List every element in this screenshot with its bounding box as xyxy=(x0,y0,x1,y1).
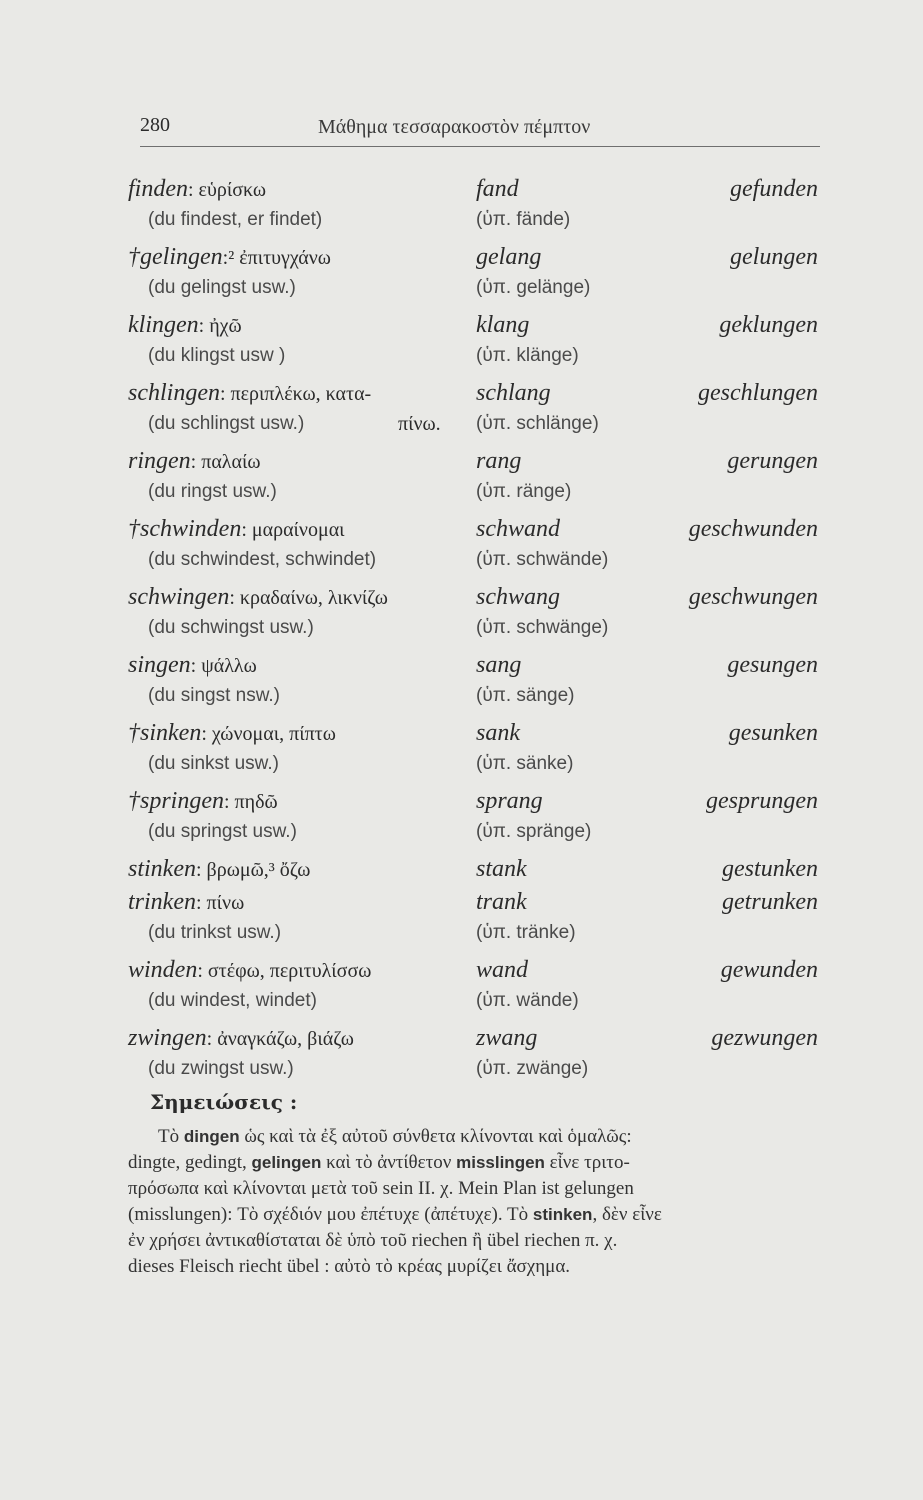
infinitive: †sinken xyxy=(128,720,202,746)
greek-gloss: : ἠχῶ xyxy=(198,315,242,337)
greek-gloss: : ψάλλω xyxy=(190,655,257,677)
infinitive: †schwinden xyxy=(128,516,242,542)
infinitive: winden xyxy=(128,957,198,983)
participle: gewunden xyxy=(720,957,818,983)
subjunctive: (ὑπ. spränge) xyxy=(476,821,592,842)
verb-main-row xyxy=(128,652,828,685)
verb-entry xyxy=(128,720,828,788)
conjugation-note: (du zwingst usw.) xyxy=(148,1058,294,1079)
past-form: wand xyxy=(476,957,529,983)
page-header xyxy=(140,112,820,148)
greek-gloss: : κραδαίνω, λικνίζω xyxy=(229,587,388,609)
notes-line: (misslungen): Τὸ σχέδιόν μου ἐπέτυχε (ἀπέτυχε). Τὸ stinken, δὲν εἶνε xyxy=(128,1204,662,1225)
subjunctive: (ὑπ. sänke) xyxy=(476,753,574,774)
notes-heading: Σημειώσεις : xyxy=(150,1090,298,1114)
participle: gestunken xyxy=(722,856,818,882)
past-form: sang xyxy=(476,652,522,678)
participle: geschwungen xyxy=(688,584,818,610)
participle: geklungen xyxy=(719,312,818,338)
past-form: schlang xyxy=(476,380,551,406)
greek-gloss: : εὑρίσκω xyxy=(188,179,267,201)
verb-sub-row xyxy=(128,481,828,516)
greek-gloss: :² ἐπιτυγχάνω xyxy=(222,247,331,269)
verb-sub-row xyxy=(128,277,828,312)
verb-main-row xyxy=(128,1025,828,1058)
conjugation-note: (du schwindest, schwindet) xyxy=(148,549,377,570)
conjugation-note: (du gelingst usw.) xyxy=(148,277,296,298)
conjugation-note: (du springst usw.) xyxy=(148,821,297,842)
verb-entry xyxy=(128,652,828,720)
infinitive: finden xyxy=(128,176,188,202)
notes-line: πρόσωπα καὶ κλίνονται μετὰ τοῦ sein II. χ. Mein Plan ist gelungen xyxy=(128,1178,634,1199)
notes-line: ἐν χρήσει ἀντικαθίσταται δὲ ὑπὸ τοῦ riechen ἢ übel riechen π. χ. xyxy=(128,1230,618,1251)
subjunctive: (ὑπ. klänge) xyxy=(476,345,579,366)
verb-entry xyxy=(128,380,828,448)
subjunctive: (ὑπ. ränge) xyxy=(476,481,572,502)
conjugation-note: (du sinkst usw.) xyxy=(148,753,279,774)
conjugation-note: (du klingst usw ) xyxy=(148,345,286,366)
greek-gloss: : πίνω xyxy=(195,892,245,914)
verb-entry xyxy=(128,244,828,312)
verb-sub-row xyxy=(128,753,828,788)
subjunctive: (ὑπ. fände) xyxy=(476,209,571,230)
verb-entry xyxy=(128,889,828,957)
keyword: gelingen xyxy=(251,1153,322,1172)
past-form: sank xyxy=(476,720,520,746)
verb-main-row xyxy=(128,720,828,753)
header-rule xyxy=(140,146,820,147)
conjugation-note: (du ringst usw.) xyxy=(148,481,277,502)
infinitive: stinken xyxy=(128,856,196,882)
past-form: rang xyxy=(476,448,522,474)
infinitive: klingen xyxy=(128,312,199,338)
greek-gloss: : μαραίνομαι xyxy=(241,519,345,541)
subjunctive: (ὑπ. zwänge) xyxy=(476,1058,589,1079)
verb-entry xyxy=(128,957,828,1025)
past-form: fand xyxy=(476,176,519,202)
verb-sub-row xyxy=(128,990,828,1025)
subjunctive: (ὑπ. sänge) xyxy=(476,685,575,706)
greek-gloss-continuation: πίνω. xyxy=(398,413,441,435)
verb-main-row xyxy=(128,584,828,617)
conjugation-note: (du windest, windet) xyxy=(148,990,317,1011)
verb-sub-row xyxy=(128,549,828,584)
participle: getrunken xyxy=(722,889,818,915)
verb-sub-row xyxy=(128,345,828,380)
greek-gloss: : στέφω, περιτυλίσσω xyxy=(197,960,372,982)
verb-entry xyxy=(128,176,828,244)
infinitive: †gelingen xyxy=(128,244,223,270)
notes-line: dieses Fleisch riecht übel : αὐτὸ τὸ κρέας μυρίζει ἄσχημα. xyxy=(128,1256,571,1277)
verb-sub-row xyxy=(128,1058,828,1093)
verb-main-row xyxy=(128,176,828,209)
conjugation-note: (du findest, er findet) xyxy=(148,209,323,230)
page-number: 280 xyxy=(140,114,170,136)
verb-main-row xyxy=(128,244,828,277)
verb-entry xyxy=(128,788,828,856)
infinitive: zwingen xyxy=(128,1025,207,1051)
verb-main-row xyxy=(128,856,828,889)
running-title: Μάθημα τεσσαρακοστὸν πέμπτον xyxy=(318,116,591,138)
past-form: schwand xyxy=(476,516,560,542)
keyword: dingen xyxy=(183,1127,240,1146)
notes-line: dingte, gedingt, gelingen καὶ τὸ ἀντίθετον misslingen εἶνε τριτο- xyxy=(128,1152,630,1173)
subjunctive: (ὑπ. gelänge) xyxy=(476,277,591,298)
verb-main-row xyxy=(128,957,828,990)
subjunctive: (ὑπ. wände) xyxy=(476,990,579,1011)
verb-sub-row xyxy=(128,685,828,720)
infinitive: schlingen xyxy=(128,380,220,406)
infinitive: singen xyxy=(128,652,191,678)
infinitive: ringen xyxy=(128,448,191,474)
past-form: gelang xyxy=(476,244,542,270)
past-form: schwang xyxy=(476,584,560,610)
verb-entry xyxy=(128,516,828,584)
notes-line: Τὸ dingen ὡς καὶ τὰ ἐξ αὐτοῦ σύνθετα κλίνονται καὶ ὁμαλῶς: xyxy=(158,1126,632,1147)
subjunctive: (ὑπ. tränke) xyxy=(476,922,576,943)
greek-gloss: : πηδῶ xyxy=(224,791,278,813)
participle: gesprungen xyxy=(706,788,818,814)
infinitive: trinken xyxy=(128,889,196,915)
verb-main-row xyxy=(128,448,828,481)
verb-entry xyxy=(128,856,828,889)
verb-table xyxy=(128,176,828,1093)
past-form: zwang xyxy=(476,1025,538,1051)
subjunctive: (ὑπ. schlänge) xyxy=(476,413,599,434)
greek-gloss: : βρωμῶ,³ ὄζω xyxy=(195,859,311,881)
infinitive: schwingen xyxy=(128,584,230,610)
participle: gezwungen xyxy=(711,1025,818,1051)
verb-entry xyxy=(128,584,828,652)
keyword: misslingen xyxy=(456,1153,545,1172)
verb-sub-row xyxy=(128,209,828,244)
keyword: stinken xyxy=(532,1205,593,1224)
participle: gesunken xyxy=(728,720,818,746)
subjunctive: (ὑπ. schwände) xyxy=(476,549,609,570)
notes-body xyxy=(128,1124,818,1280)
verb-sub-row xyxy=(128,413,828,448)
past-form: trank xyxy=(476,889,527,915)
past-form: klang xyxy=(476,312,530,338)
subjunctive: (ὑπ. schwänge) xyxy=(476,617,609,638)
greek-gloss: : χώνομαι, πίπτω xyxy=(201,723,336,745)
verb-entry xyxy=(128,1025,828,1093)
conjugation-note: (du trinkst usw.) xyxy=(148,922,282,943)
verb-main-row xyxy=(128,380,828,413)
verb-main-row xyxy=(128,516,828,549)
participle: gesungen xyxy=(727,652,818,678)
greek-gloss: : ἀναγκάζω, βιάζω xyxy=(206,1028,354,1050)
participle: gelungen xyxy=(730,244,818,270)
participle: geschlungen xyxy=(698,380,818,406)
participle: gefunden xyxy=(730,176,818,202)
greek-gloss: : περιπλέκω, κατα- xyxy=(219,383,372,405)
verb-sub-row xyxy=(128,821,828,856)
conjugation-note: (du schwingst usw.) xyxy=(148,617,314,638)
conjugation-note: (du singst nsw.) xyxy=(148,685,280,706)
verb-sub-row xyxy=(128,617,828,652)
verb-main-row xyxy=(128,889,828,922)
greek-gloss: : παλαίω xyxy=(190,451,261,473)
past-form: sprang xyxy=(476,788,543,814)
verb-entry xyxy=(128,448,828,516)
verb-sub-row xyxy=(128,922,828,957)
past-form: stank xyxy=(476,856,527,882)
participle: gerungen xyxy=(727,448,818,474)
verb-main-row xyxy=(128,312,828,345)
verb-main-row xyxy=(128,788,828,821)
infinitive: †springen xyxy=(128,788,224,814)
verb-entry xyxy=(128,312,828,380)
conjugation-note: (du schlingst usw.) xyxy=(148,413,305,434)
participle: geschwunden xyxy=(688,516,818,542)
